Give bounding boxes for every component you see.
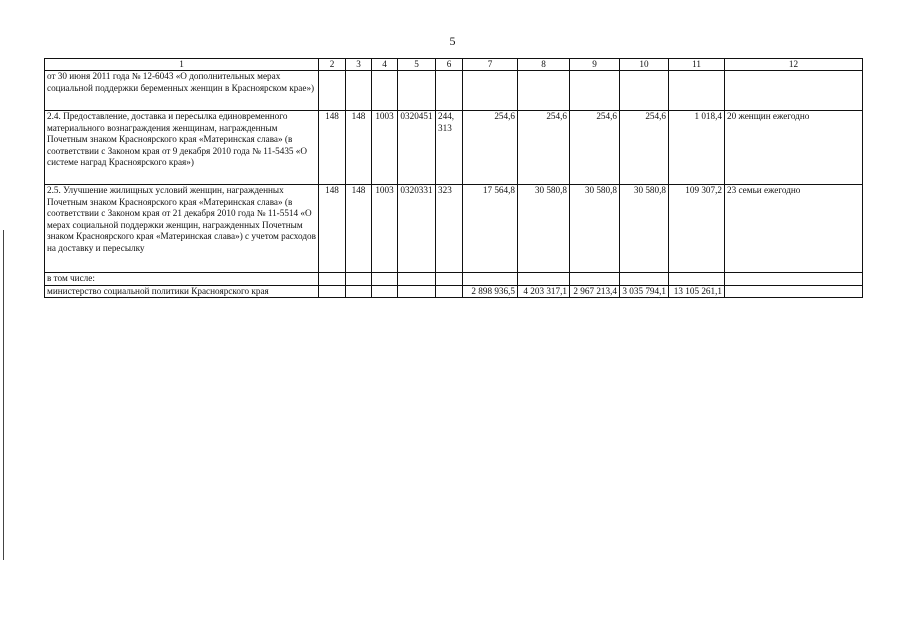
table-cell: 254,6 [620, 111, 669, 185]
header-cell: 9 [570, 59, 620, 71]
table-cell [669, 273, 725, 286]
table-cell [518, 71, 570, 111]
row-description: 2.4. Предоставление, доставка и пересылка единовременного материального вознаграждения женщинам, награжденным Почетным знаком Красноярского края «Материнская слава» (в соответствии с Законом края от 9 декабря 2010 года № 11-5435 «О системе наград Красноярского края») [45, 111, 319, 185]
table-cell: 2 898 936,5 [463, 285, 518, 298]
table-cell [463, 71, 518, 111]
table-cell [398, 273, 436, 286]
table-cell [570, 71, 620, 111]
header-cell: 12 [725, 59, 863, 71]
table-cell [436, 273, 463, 286]
table-cell: 148 [319, 185, 346, 273]
table-cell: 30 580,8 [518, 185, 570, 273]
table-cell: 30 580,8 [570, 185, 620, 273]
table-row [45, 273, 863, 286]
table-row [45, 285, 863, 298]
table-cell [436, 285, 463, 298]
table-cell [725, 71, 863, 111]
table-cell [319, 71, 346, 111]
table-cell [463, 273, 518, 286]
table-cell [725, 273, 863, 286]
table-cell: 244, 313 [436, 111, 463, 185]
row-description: 2.5. Улучшение жилищных условий женщин, награжденных Почетным знаком Красноярского края «Материнская слава» (в соответствии с Законом края от 21 декабря 2010 года № 11-5514 «О мерах социальной поддержки женщин, награжденных Почетным знаком Красноярского края «Материнская слава») с учетом расходов на доставку и пересылку [45, 185, 319, 273]
table-cell [372, 273, 398, 286]
table-cell: 254,6 [518, 111, 570, 185]
table-cell: 13 105 261,1 [669, 285, 725, 298]
table-cell: 254,6 [463, 111, 518, 185]
table-cell [570, 273, 620, 286]
table-cell [346, 273, 372, 286]
table-cell: 254,6 [570, 111, 620, 185]
table-cell [518, 273, 570, 286]
header-cell: 11 [669, 59, 725, 71]
table-cell [669, 71, 725, 111]
table-cell [372, 71, 398, 111]
table-cell [620, 71, 669, 111]
table-cell: 148 [346, 111, 372, 185]
table-header-row [45, 59, 863, 71]
row-description: в том числе: [45, 273, 319, 286]
table-cell [398, 71, 436, 111]
page-number: 5 [449, 34, 456, 48]
table-cell: 1003 [372, 111, 398, 185]
header-cell: 2 [319, 59, 346, 71]
table-cell: 2 967 213,4 [570, 285, 620, 298]
header-cell: 5 [398, 59, 436, 71]
table-cell: 0320451 [398, 111, 436, 185]
header-cell: 8 [518, 59, 570, 71]
header-cell: 10 [620, 59, 669, 71]
table-cell [436, 71, 463, 111]
table-cell [725, 285, 863, 298]
table-cell: 23 семьи ежегодно [725, 185, 863, 273]
table-cell: 17 564,8 [463, 185, 518, 273]
table-cell: 0320331 [398, 185, 436, 273]
table-cell: 1 018,4 [669, 111, 725, 185]
table-cell [620, 273, 669, 286]
table-cell [346, 71, 372, 111]
table-cell: 148 [346, 185, 372, 273]
table-cell: 4 203 317,1 [518, 285, 570, 298]
table-cell [319, 273, 346, 286]
row-description: от 30 июня 2011 года № 12-6043 «О дополнительных мерах социальной поддержки беременных женщин в Красноярском крае») [45, 71, 319, 111]
table-cell: 3 035 794,1 [620, 285, 669, 298]
table-row [45, 185, 863, 273]
table-cell [372, 285, 398, 298]
header-cell: 1 [45, 59, 319, 71]
table-cell: 109 307,2 [669, 185, 725, 273]
header-cell: 6 [436, 59, 463, 71]
table-cell [398, 285, 436, 298]
header-cell: 7 [463, 59, 518, 71]
table-cell: 148 [319, 111, 346, 185]
table-row [45, 111, 863, 185]
row-description: министерство социальной политики Красноярского края [45, 285, 319, 298]
table-cell: 323 [436, 185, 463, 273]
budget-table [44, 58, 863, 298]
table-cell [319, 285, 346, 298]
table-cell [346, 285, 372, 298]
table-cell: 30 580,8 [620, 185, 669, 273]
header-cell: 4 [372, 59, 398, 71]
margin-line [3, 230, 4, 560]
table-row [45, 71, 863, 111]
table-cell: 1003 [372, 185, 398, 273]
header-cell: 3 [346, 59, 372, 71]
table-cell: 20 женщин ежегодно [725, 111, 863, 185]
